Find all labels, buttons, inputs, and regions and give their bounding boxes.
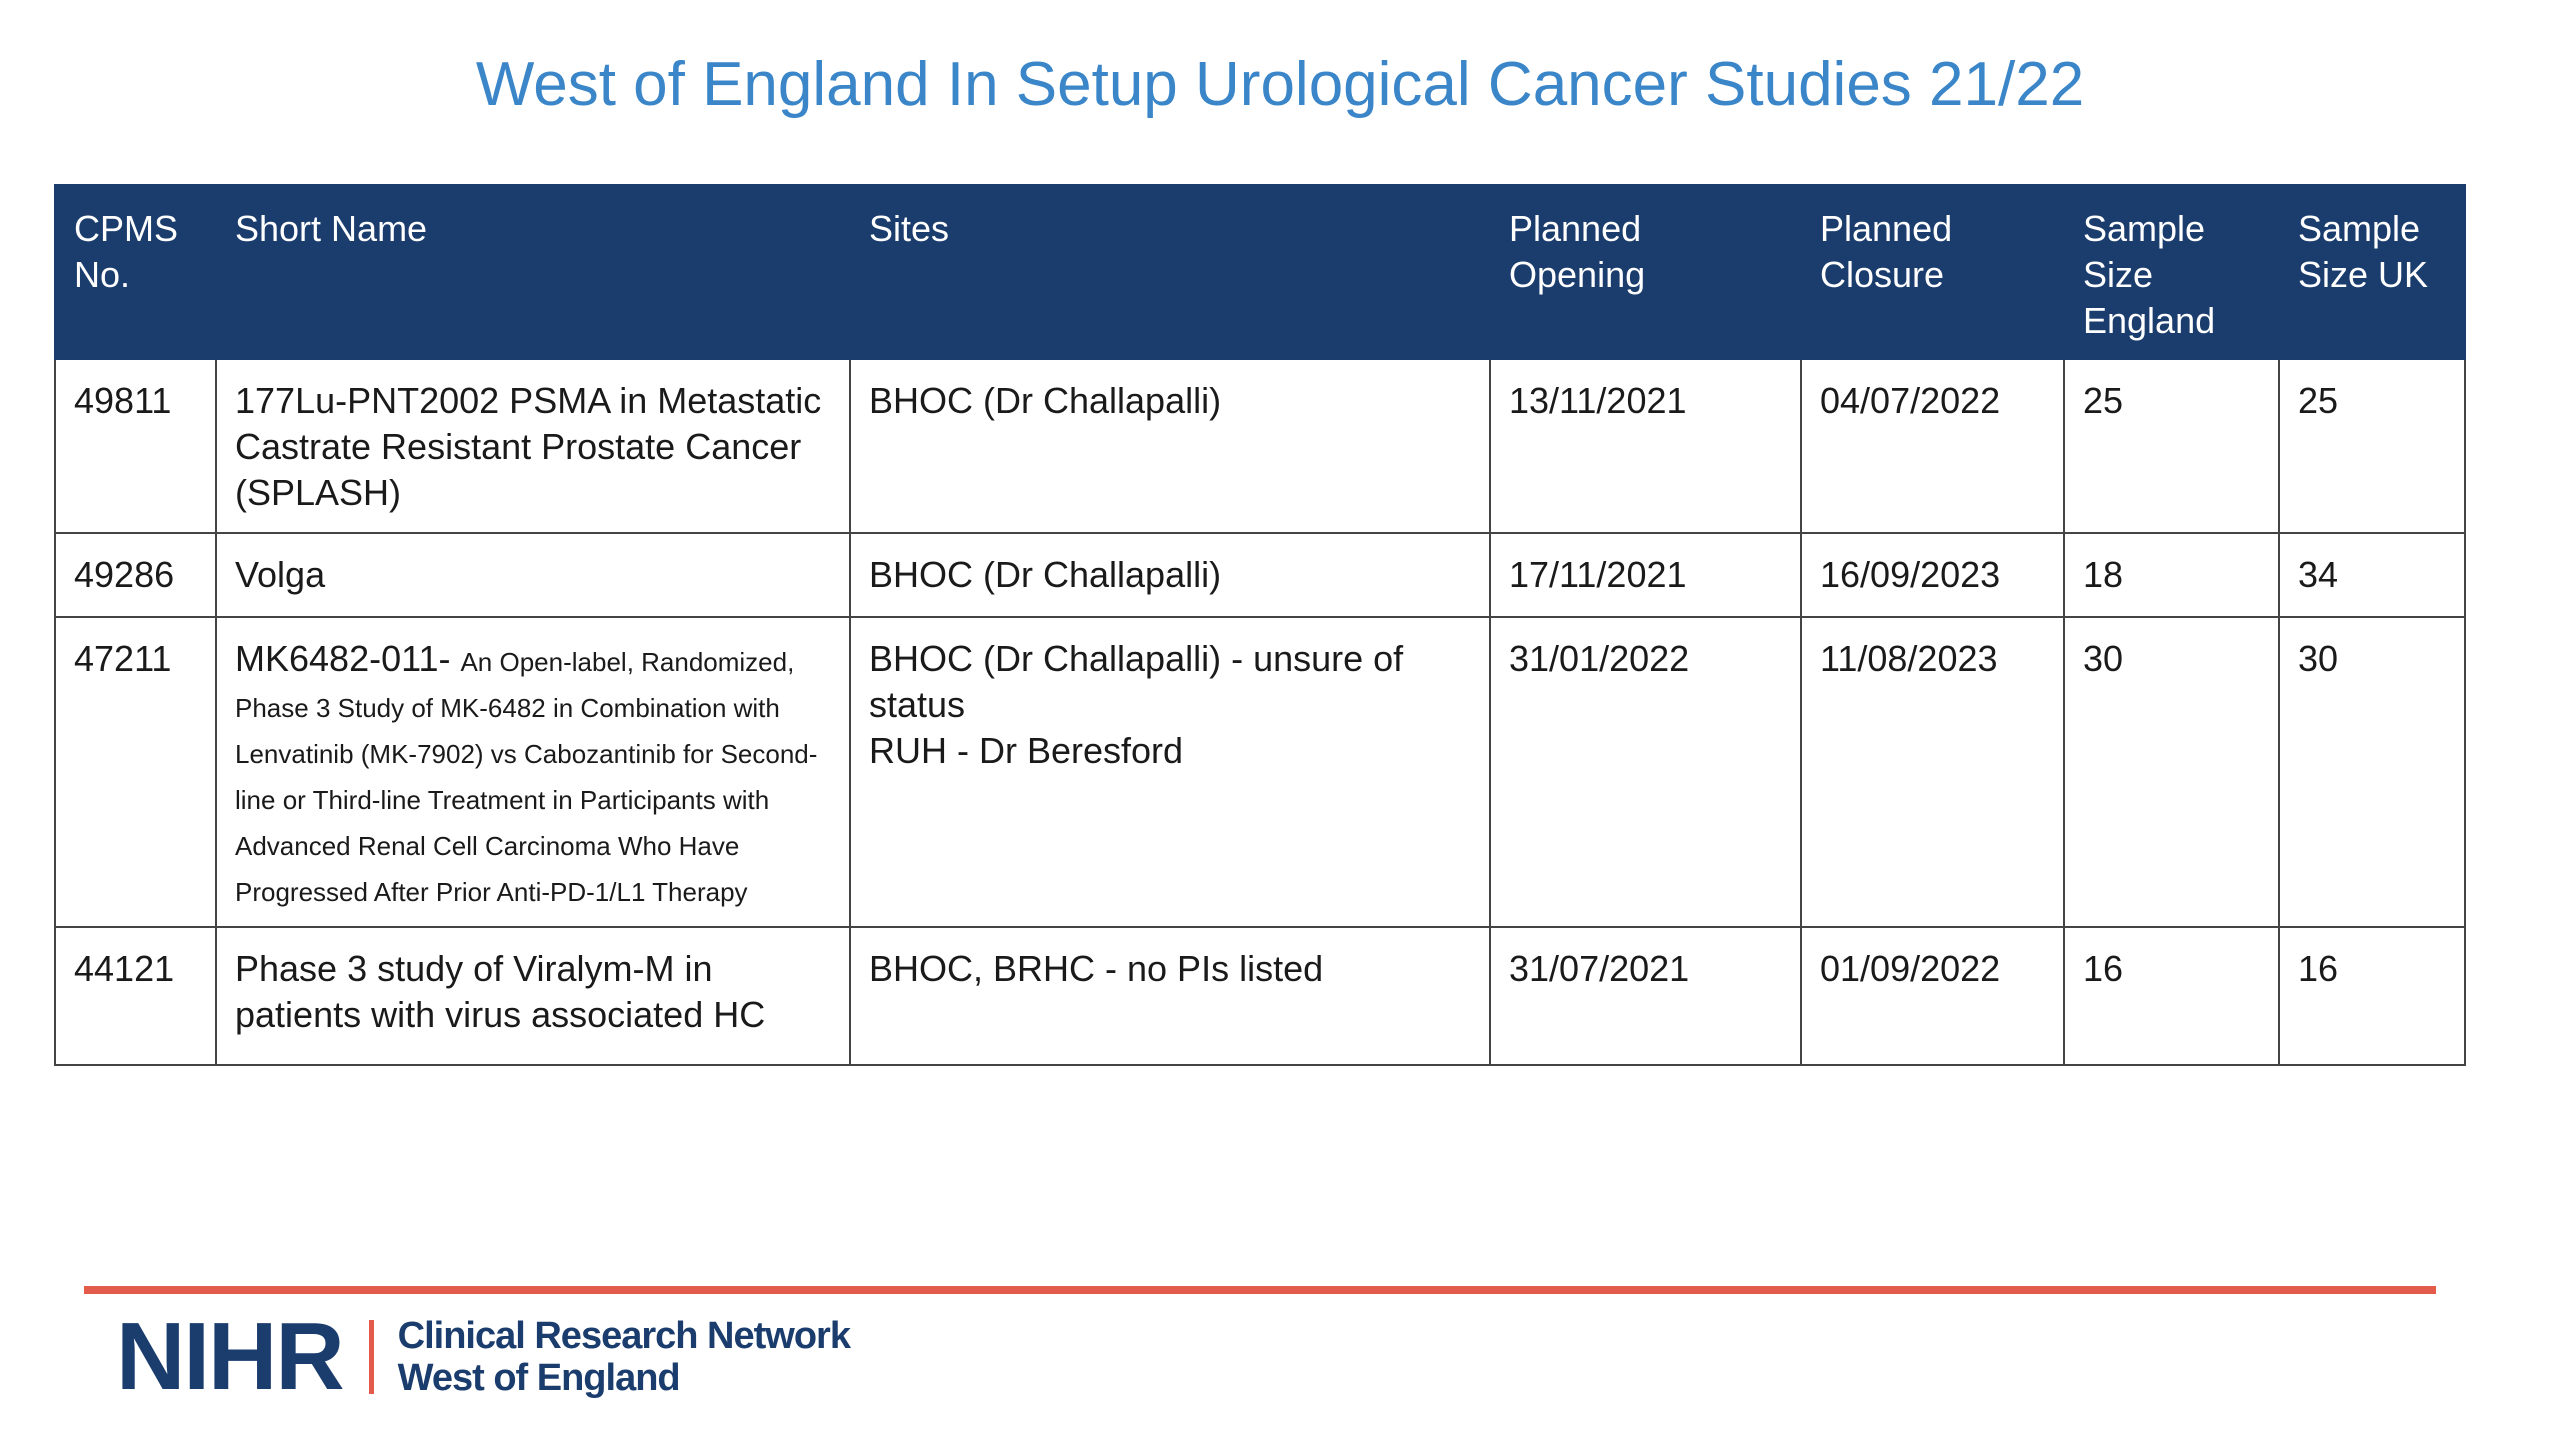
short-name-code: MK6482-011- bbox=[235, 638, 461, 679]
header-planned-opening: Planned Opening bbox=[1490, 185, 1801, 359]
cell-size-england: 30 bbox=[2064, 617, 2279, 927]
table-header-row bbox=[55, 185, 2465, 359]
cell-cpms: 44121 bbox=[55, 927, 216, 1065]
sites-line-1: BHOC (Dr Challapalli) - unsure of status bbox=[869, 638, 1404, 725]
cell-opening: 31/01/2022 bbox=[1490, 617, 1801, 927]
cell-size-uk: 30 bbox=[2279, 617, 2465, 927]
cell-short-name: Phase 3 study of Viralym-M in patients with virus associated HC bbox=[216, 927, 850, 1065]
cell-size-uk: 16 bbox=[2279, 927, 2465, 1065]
cell-closure: 04/07/2022 bbox=[1801, 359, 2064, 533]
cell-size-england: 18 bbox=[2064, 533, 2279, 617]
cell-sites: BHOC, BRHC - no PIs listed bbox=[850, 927, 1490, 1065]
page-title: West of England In Setup Urological Cancer Studies 21/22 bbox=[475, 50, 2085, 119]
cell-sites: BHOC (Dr Challapalli) bbox=[850, 533, 1490, 617]
footer-divider bbox=[84, 1286, 2436, 1294]
table-row bbox=[55, 927, 2465, 1065]
cell-closure: 16/09/2023 bbox=[1801, 533, 2064, 617]
cell-short-name: Volga bbox=[216, 533, 850, 617]
header-sample-size-england: Sample Size England bbox=[2064, 185, 2279, 359]
table-row bbox=[55, 533, 2465, 617]
cell-sites bbox=[850, 617, 1490, 927]
header-cpms-no: CPMS No. bbox=[55, 185, 216, 359]
short-name-description: An Open-label, Randomized, Phase 3 Study of MK-6482 in Combination with Lenvatinib (MK-7902) vs Cabozantinib for Second-line or Third-line Treatment in Participants with Advanced Renal Cell Carcinoma Who Have Progressed After Prior Anti-PD-1/L1 Therapy bbox=[235, 647, 818, 907]
logo-line-1: Clinical Research Network bbox=[397, 1315, 850, 1357]
cell-closure: 11/08/2023 bbox=[1801, 617, 2064, 927]
table-row bbox=[55, 359, 2465, 533]
logo-text bbox=[398, 1315, 850, 1399]
cell-size-uk: 25 bbox=[2279, 359, 2465, 533]
cell-sites: BHOC (Dr Challapalli) bbox=[850, 359, 1490, 533]
header-planned-closure: Planned Closure bbox=[1801, 185, 2064, 359]
nihr-logo bbox=[116, 1303, 850, 1410]
cell-cpms: 49286 bbox=[55, 533, 216, 617]
header-sites: Sites bbox=[850, 185, 1490, 359]
sites-line-2: RUH - Dr Beresford bbox=[869, 730, 1184, 771]
cell-opening: 13/11/2021 bbox=[1490, 359, 1801, 533]
cell-size-england: 16 bbox=[2064, 927, 2279, 1065]
studies-table-container bbox=[54, 184, 2464, 1066]
cell-opening: 17/11/2021 bbox=[1490, 533, 1801, 617]
studies-table bbox=[54, 184, 2466, 1066]
table-row bbox=[55, 617, 2465, 927]
cell-short-name: 177Lu-PNT2002 PSMA in Metastatic Castrate Resistant Prostate Cancer (SPLASH) bbox=[216, 359, 850, 533]
cell-size-england: 25 bbox=[2064, 359, 2279, 533]
cell-cpms: 49811 bbox=[55, 359, 216, 533]
cell-cpms: 47211 bbox=[55, 617, 216, 927]
logo-line-2: West of England bbox=[397, 1357, 680, 1399]
cell-closure: 01/09/2022 bbox=[1801, 927, 2064, 1065]
header-short-name: Short Name bbox=[216, 185, 850, 359]
cell-size-uk: 34 bbox=[2279, 533, 2465, 617]
logo-divider bbox=[369, 1320, 374, 1394]
logo-mark: NIHR bbox=[116, 1303, 343, 1410]
cell-short-name bbox=[216, 617, 850, 927]
cell-opening: 31/07/2021 bbox=[1490, 927, 1801, 1065]
header-sample-size-uk: Sample Size UK bbox=[2279, 185, 2465, 359]
